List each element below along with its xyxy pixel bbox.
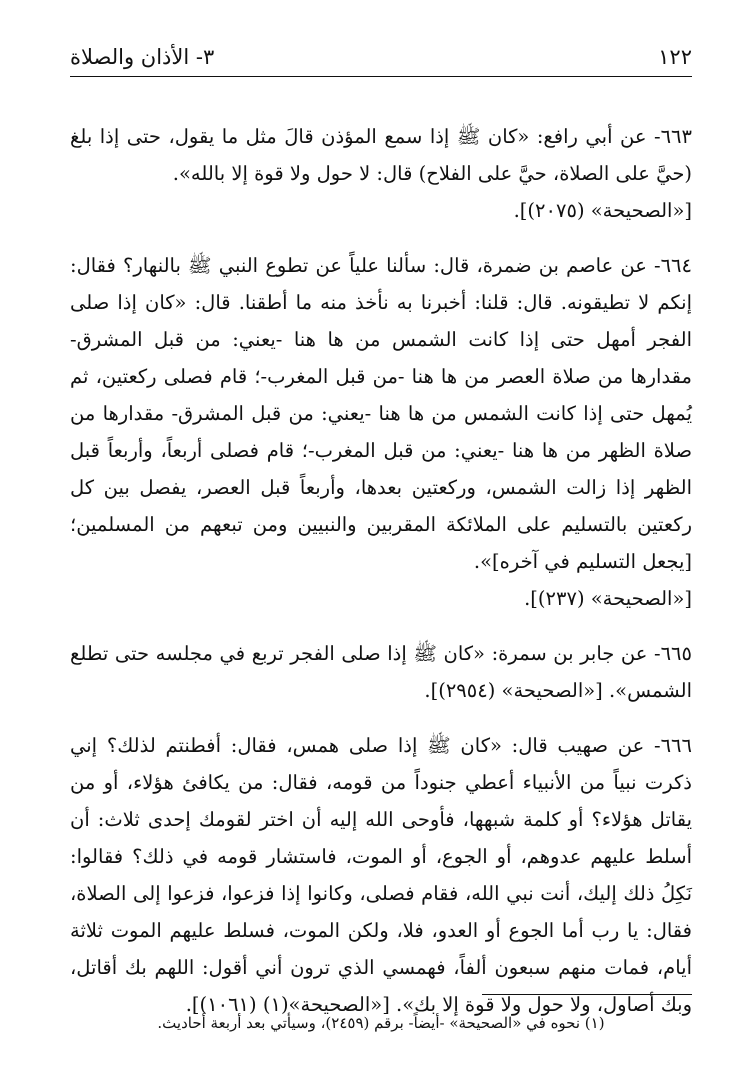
hadith-text: ٦٦٦- عن صهيب قال: «كان ﷺ إذا صلى همس، فقال: أفطنتم لذلك؟ إني ذكرت نبياً من الأنبياء أعطي جنوداً من قومه، فقال: من يكافئ هؤلاء، أو من يقاتل هؤلاء؟ أو كلمة شبهها، فأوحى الله إليه أن اختر لقومك إحدى ثلاث: أن أسلط عليهم عدوهم، أو الجوع، أو الموت، فاستشار قومه في ذلك؟ فقالوا: نَكِلُ ذلك إليك، أنت نبي الله، فقام فصلى، وكانوا إذا فزعوا، فزعوا إلى الصلاة، فقال: يا رب أما الجوع أو العدو، فلا، ولكن الموت، فسلط عليهم الموت ثلاثة أيام، فمات منهم سبعون ألفاً، فهمسي الذي ترون أني أقول: اللهم بك أقاتل، وبك أصاول، ولا حول ولا قوة إلا بك». [«الصحيحة»(١) (١٠٦١)]. — [70, 734, 692, 1016]
hadith-text: ٦٦٤- عن عاصم بن ضمرة، قال: سألنا علياً عن تطوع النبي ﷺ بالنهار؟ فقال: إنكم لا تطيقونه. قال: قلنا: أخبرنا به نأخذ منه ما أطقنا. قال: «كان إذا صلى الفجر أمهل حتى إذا كانت الشمس من ها هنا -يعني: من قبل المشرق- مقدارها من صلاة العصر من ها هنا -من قبل المغرب-؛ قام فصلى ركعتين، ثم يُمهل حتى إذا كانت الشمس من ها هنا -يعني: من قبل المشرق- مقدارها من صلاة الظهر من ها هنا -يعني: من قبل المغرب-؛ قام فصلى أربعاً، وأربعاً قبل الظهر إذا زالت الشمس، وركعتين بعدها، وأربعاً قبل العصر، يفصل بين كل ركعتين بالتسليم على الملائكة المقربين والنبيين ومن تبعهم من المسلمين؛ [يجعل التسليم في آخره]». — [70, 254, 692, 573]
footnote: (١) نحوه في «الصحيحة» -أيضاً- برقم (٢٤٥٩)، وسيأتي بعد أربعة أحاديث. — [157, 1014, 605, 1032]
hadith-664 — [70, 247, 692, 617]
page-number: ١٢٢ — [658, 45, 692, 69]
header-divider — [70, 76, 692, 77]
hadith-text: ٦٦٥- عن جابر بن سمرة: «كان ﷺ إذا صلى الفجر تربع في مجلسه حتى تطلع الشمس». [«الصحيحة» (٢٩٥٤)]. — [70, 642, 692, 702]
hadith-reference: [«الصحيحة» (٢٠٧٥)]. — [513, 199, 692, 222]
hadith-665 — [70, 635, 692, 709]
hadith-reference: [«الصحيحة» (٢٣٧)]. — [524, 587, 692, 610]
running-header — [70, 40, 692, 74]
hadith-text: ٦٦٣- عن أبي رافع: «كان ﷺ إذا سمع المؤذن قالَ مثل ما يقول، حتى إذا بلغ (حيَّ على الصلاة، حيَّ على الفلاح) قال: لا حول ولا قوة إلا بالله». — [70, 125, 692, 185]
main-text — [70, 118, 692, 1041]
hadith-666 — [70, 727, 692, 1023]
hadith-663 — [70, 118, 692, 229]
chapter-title: ٣- الأذان والصلاة — [70, 45, 215, 69]
footnote-divider — [482, 994, 692, 995]
